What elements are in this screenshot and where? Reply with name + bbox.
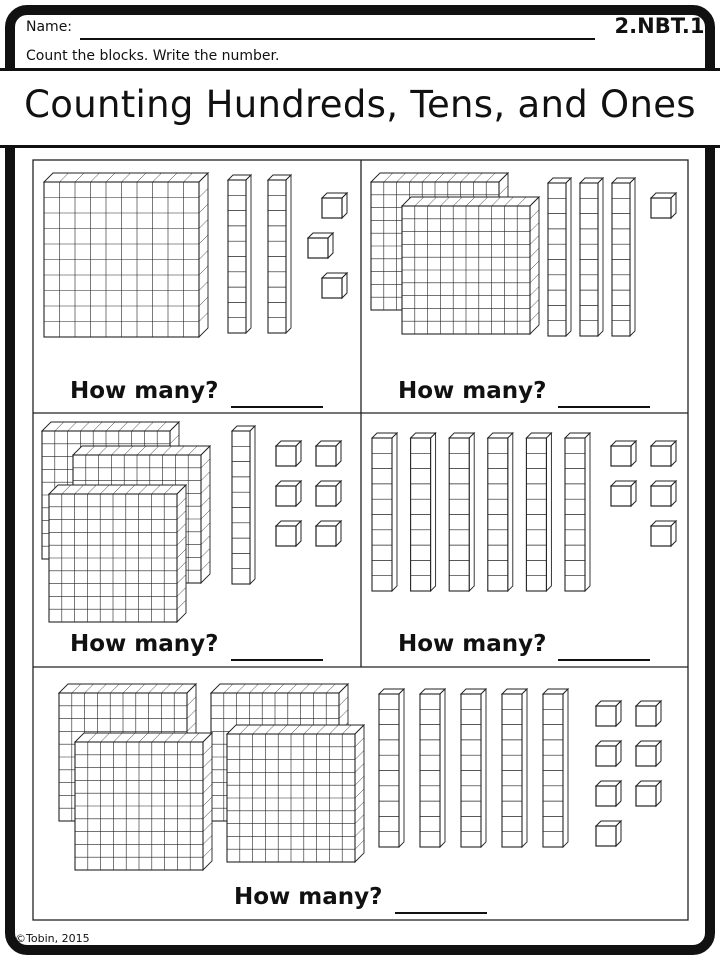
one-cube bbox=[651, 441, 676, 466]
problem-5 bbox=[59, 684, 661, 870]
ten-rod bbox=[411, 433, 436, 591]
ten-rod bbox=[420, 689, 445, 847]
ten-rod bbox=[488, 433, 513, 591]
ten-rod bbox=[232, 426, 255, 584]
ten-rod bbox=[461, 689, 486, 847]
hundred-block bbox=[44, 173, 208, 337]
ten-rod bbox=[580, 178, 603, 336]
ten-rod bbox=[502, 689, 527, 847]
copyright: ©Tobin, 2015 bbox=[15, 932, 90, 945]
ten-rod bbox=[449, 433, 474, 591]
one-cube bbox=[308, 233, 333, 258]
one-cube bbox=[651, 521, 676, 546]
one-cube bbox=[636, 701, 661, 726]
one-cube bbox=[596, 701, 621, 726]
worksheet-title: Counting Hundreds, Tens, and Ones bbox=[24, 83, 696, 126]
how-many-label: How many? bbox=[70, 631, 219, 657]
hundred-block bbox=[227, 725, 364, 862]
one-cube bbox=[596, 741, 621, 766]
one-cube bbox=[636, 781, 661, 806]
name-label: Name: bbox=[26, 19, 73, 35]
one-cube bbox=[596, 781, 621, 806]
hundred-block bbox=[402, 197, 539, 334]
ten-rod bbox=[548, 178, 571, 336]
one-cube bbox=[316, 481, 341, 506]
standard-code: 2.NBT.1 bbox=[614, 14, 705, 38]
ten-rod bbox=[543, 689, 568, 847]
one-cube bbox=[611, 441, 636, 466]
one-cube bbox=[276, 521, 301, 546]
one-cube bbox=[651, 193, 676, 218]
one-cube bbox=[596, 821, 621, 846]
hundred-block bbox=[75, 733, 212, 870]
hundred-block bbox=[49, 485, 186, 622]
ten-rod bbox=[268, 175, 291, 333]
one-cube bbox=[322, 273, 347, 298]
problem-1 bbox=[44, 173, 347, 337]
ten-rod bbox=[228, 175, 251, 333]
how-many-label: How many? bbox=[398, 378, 547, 404]
one-cube bbox=[316, 521, 341, 546]
ten-rod bbox=[526, 433, 551, 591]
ten-rod bbox=[379, 689, 404, 847]
one-cube bbox=[636, 741, 661, 766]
how-many-label: How many? bbox=[234, 884, 383, 910]
one-cube bbox=[276, 441, 301, 466]
one-cube bbox=[651, 481, 676, 506]
how-many-label: How many? bbox=[398, 631, 547, 657]
problem-4 bbox=[372, 433, 676, 591]
instructions: Count the blocks. Write the number. bbox=[26, 48, 280, 64]
one-cube bbox=[322, 193, 347, 218]
one-cube bbox=[611, 481, 636, 506]
ten-rod bbox=[612, 178, 635, 336]
ten-rod bbox=[372, 433, 397, 591]
problem-2 bbox=[371, 173, 676, 336]
problem-3 bbox=[42, 422, 341, 622]
one-cube bbox=[276, 481, 301, 506]
how-many-label: How many? bbox=[70, 378, 219, 404]
one-cube bbox=[316, 441, 341, 466]
ten-rod bbox=[565, 433, 590, 591]
